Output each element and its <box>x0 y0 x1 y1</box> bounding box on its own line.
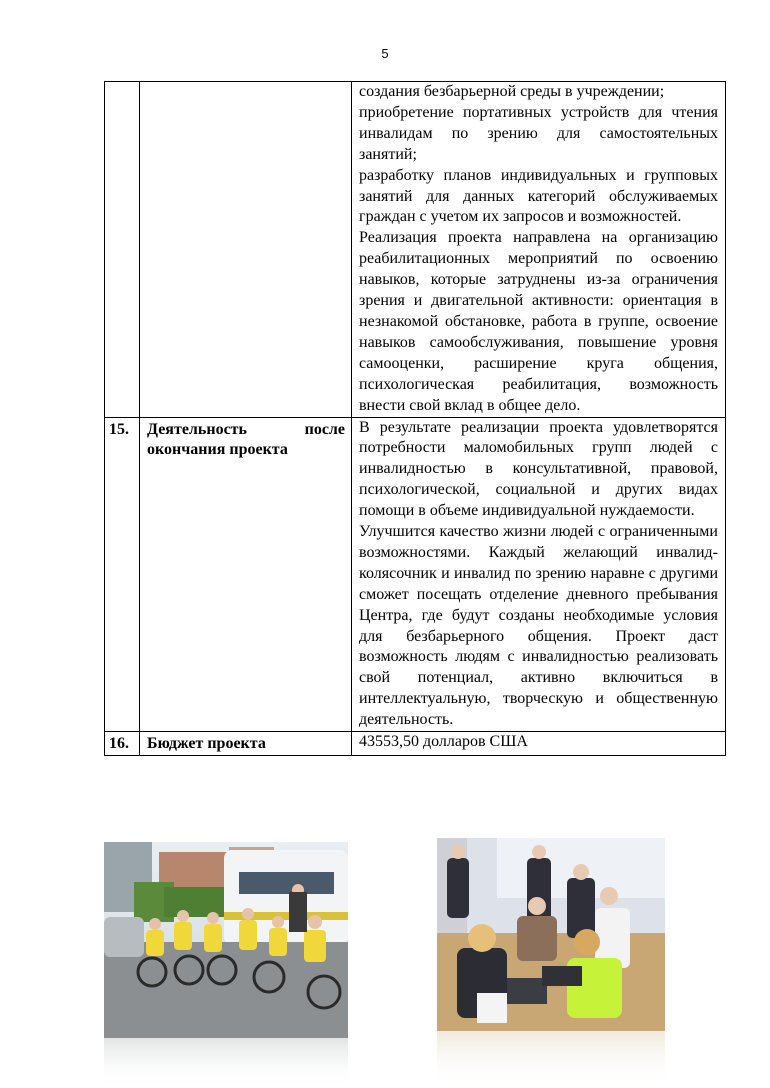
description-cell <box>352 82 726 418</box>
photo-reflection <box>104 1038 348 1088</box>
table-row <box>105 417 726 732</box>
table-row <box>105 732 726 756</box>
row-name: Деятельность после окончания проекта <box>140 417 352 732</box>
group-photo <box>104 842 348 1038</box>
row-name: Бюджет проекта <box>140 732 352 756</box>
paragraph: Реализация проекта направлена на организацию реабилитационных мероприятий по освоению навыков, которые затруднены из-за ограничения зрения и двигательной активности: ориентация в незнакомой обстановке, работа в группе, освоение навыков самообслуживания, повышение уровня самооценки, расширение круга общения, психологическая реабилитация, возможность внести свой вклад в общее дело. <box>359 229 718 414</box>
table-row <box>105 82 726 418</box>
paragraph: создания безбарьерной среды в учреждении; <box>359 83 665 100</box>
paragraph: приобретение портативных устройств для чтения инвалидам по зрению для самостоятельных занятий; <box>359 103 718 163</box>
budget-value: 43553,50 долларов США <box>352 732 726 756</box>
paragraph: разработку планов индивидуальных и групповых занятий для данных категорий обслуживаемых граждан с учетом их запросов и возможностей. <box>359 166 718 226</box>
page-number: 5 <box>381 46 389 61</box>
project-table <box>104 81 726 756</box>
number-cell <box>105 82 140 418</box>
paragraph: В результате реализации проекта удовлетворятся потребности маломобильных групп людей с инвалидностью в консультативной, правовой, психологической, социальной и других видах помощи в объеме индивидуальной нуждаемости. <box>359 418 718 520</box>
photo-reflection <box>437 1031 665 1088</box>
classroom-photo <box>437 838 665 1031</box>
row-number: 15. <box>105 417 140 732</box>
paragraph: Улучшится качество жизни людей с ограниченными возможностями. Каждый желающий инвалид-колясочник и инвалид по зрению наравне с другими сможет посещать отделение дневного пребывания Центра, где будут созданы необходимые условия для безбарьерного общения. Проект даст возможность людям с инвалидностью реализовать свой потенциал, активно включиться в интеллектуальную, творческую и общественную деятельность. <box>359 523 718 729</box>
row-number: 16. <box>105 732 140 756</box>
name-cell <box>140 82 352 418</box>
description-cell <box>352 417 726 732</box>
